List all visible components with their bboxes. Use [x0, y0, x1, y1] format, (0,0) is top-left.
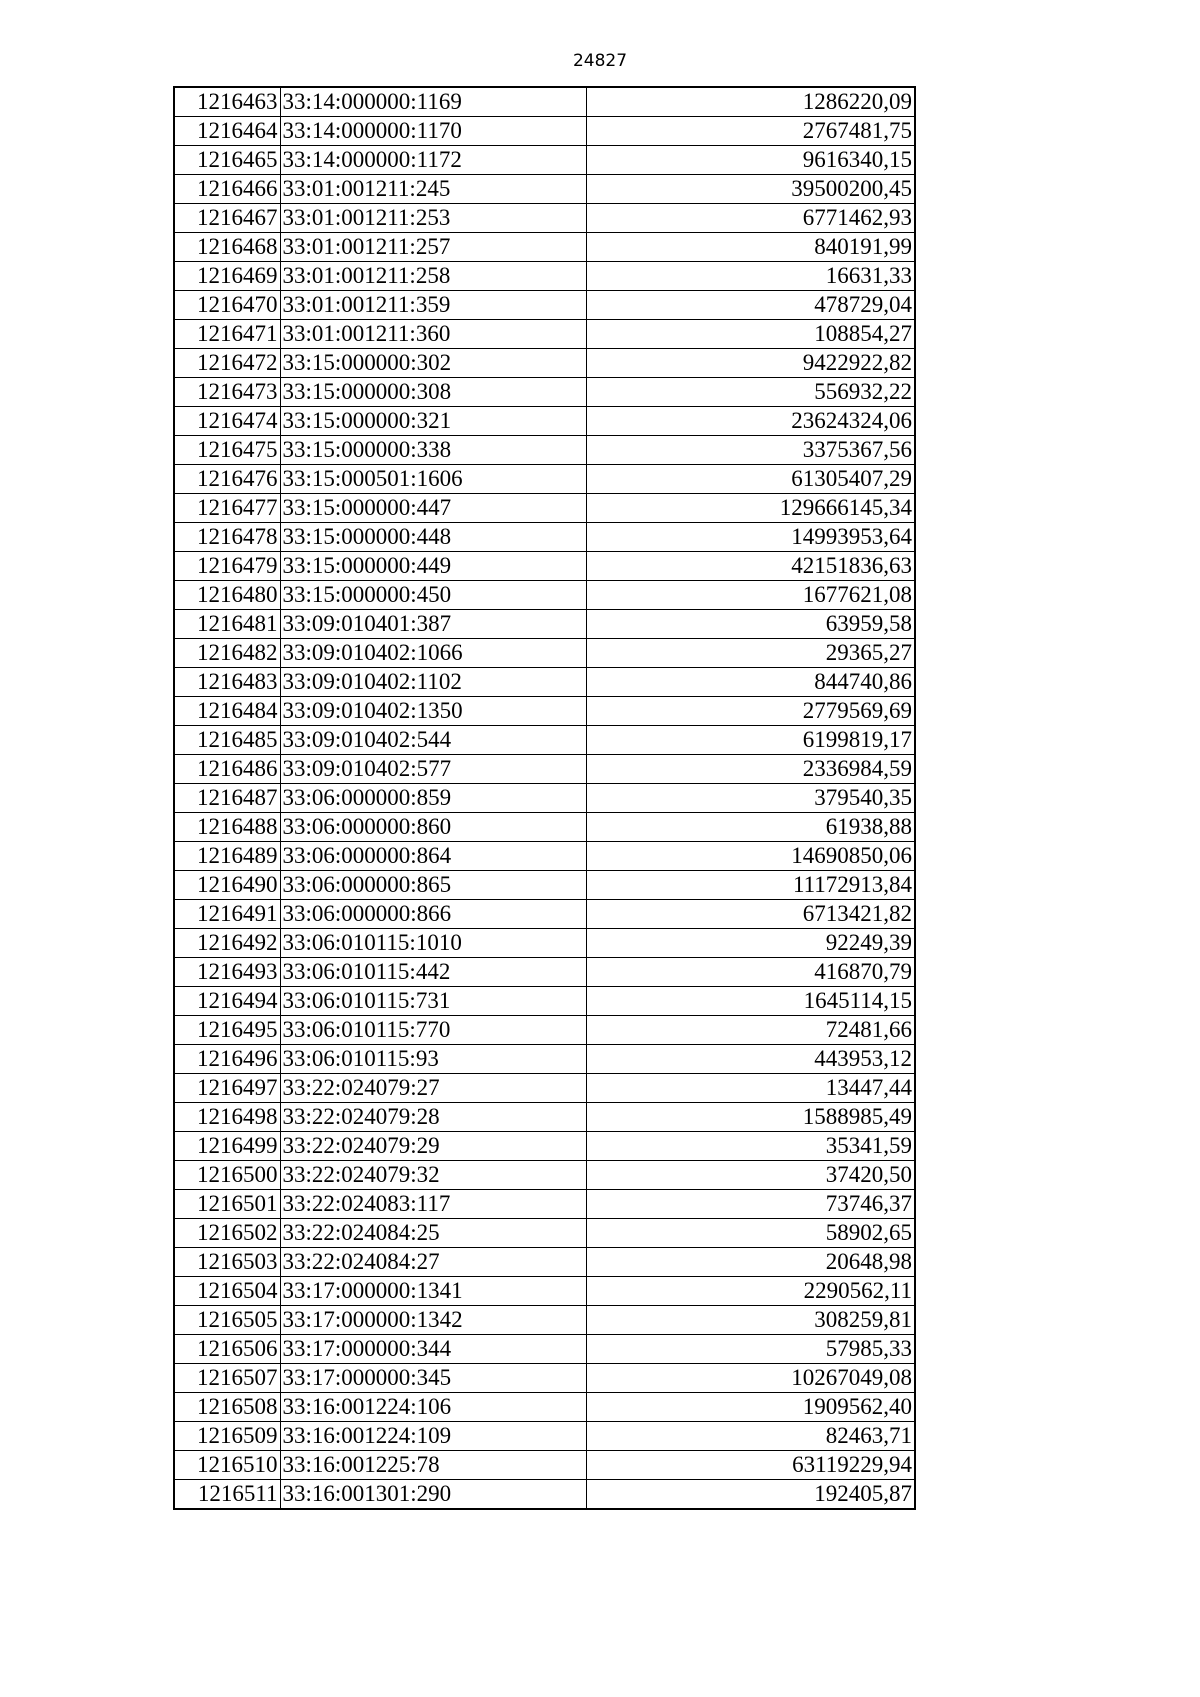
table-row — [174, 842, 915, 871]
table-row — [174, 175, 915, 204]
cadastral-value-cell: 11172913,84 — [586, 871, 915, 900]
cadastral-value-cell: 63119229,94 — [586, 1451, 915, 1480]
record-number-cell: 1216479 — [174, 552, 280, 581]
cadastral-number-cell: 33:17:000000:344 — [280, 1335, 586, 1364]
cadastral-number-cell: 33:14:000000:1169 — [280, 87, 586, 117]
cadastral-number-cell: 33:14:000000:1170 — [280, 117, 586, 146]
table-row — [174, 494, 915, 523]
cadastral-value-cell: 42151836,63 — [586, 552, 915, 581]
cadastral-number-cell: 33:09:010402:1066 — [280, 639, 586, 668]
record-number-cell: 1216470 — [174, 291, 280, 320]
record-number-cell: 1216463 — [174, 87, 280, 117]
cadastral-number-cell: 33:15:000000:302 — [280, 349, 586, 378]
cadastral-number-cell: 33:01:001211:359 — [280, 291, 586, 320]
cadastral-value-cell: 61305407,29 — [586, 465, 915, 494]
record-number-cell: 1216482 — [174, 639, 280, 668]
cadastral-number-cell: 33:14:000000:1172 — [280, 146, 586, 175]
record-number-cell: 1216475 — [174, 436, 280, 465]
table-row — [174, 465, 915, 494]
table-row — [174, 117, 915, 146]
table-row — [174, 1190, 915, 1219]
record-number-cell: 1216469 — [174, 262, 280, 291]
table-row — [174, 1016, 915, 1045]
table-row — [174, 987, 915, 1016]
cadastral-number-cell: 33:01:001211:245 — [280, 175, 586, 204]
table-row — [174, 668, 915, 697]
cadastral-number-cell: 33:06:000000:864 — [280, 842, 586, 871]
cadastral-value-cell: 2336984,59 — [586, 755, 915, 784]
record-number-cell: 1216506 — [174, 1335, 280, 1364]
record-number-cell: 1216495 — [174, 1016, 280, 1045]
record-number-cell: 1216511 — [174, 1480, 280, 1510]
record-number-cell: 1216468 — [174, 233, 280, 262]
record-number-cell: 1216481 — [174, 610, 280, 639]
cadastral-value-cell: 1677621,08 — [586, 581, 915, 610]
cadastral-value-cell: 23624324,06 — [586, 407, 915, 436]
record-number-cell: 1216499 — [174, 1132, 280, 1161]
cadastral-value-cell: 1286220,09 — [586, 87, 915, 117]
cadastral-number-cell: 33:15:000000:338 — [280, 436, 586, 465]
record-number-cell: 1216488 — [174, 813, 280, 842]
cadastral-value-cell: 308259,81 — [586, 1306, 915, 1335]
table-row — [174, 523, 915, 552]
cadastral-value-cell: 16631,33 — [586, 262, 915, 291]
record-number-cell: 1216478 — [174, 523, 280, 552]
table-row — [174, 1306, 915, 1335]
cadastral-value-cell: 13447,44 — [586, 1074, 915, 1103]
table-row — [174, 552, 915, 581]
cadastral-value-cell: 379540,35 — [586, 784, 915, 813]
record-number-cell: 1216471 — [174, 320, 280, 349]
cadastral-number-cell: 33:06:000000:865 — [280, 871, 586, 900]
cadastral-value-cell: 844740,86 — [586, 668, 915, 697]
cadastral-value-cell: 14993953,64 — [586, 523, 915, 552]
record-number-cell: 1216465 — [174, 146, 280, 175]
cadastral-number-cell: 33:01:001211:360 — [280, 320, 586, 349]
cadastral-number-cell: 33:06:010115:442 — [280, 958, 586, 987]
cadastral-number-cell: 33:16:001225:78 — [280, 1451, 586, 1480]
cadastral-value-cell: 39500200,45 — [586, 175, 915, 204]
record-number-cell: 1216503 — [174, 1248, 280, 1277]
cadastral-number-cell: 33:22:024084:25 — [280, 1219, 586, 1248]
table-row — [174, 1132, 915, 1161]
cadastral-number-cell: 33:15:000000:447 — [280, 494, 586, 523]
cadastral-number-cell: 33:15:000000:448 — [280, 523, 586, 552]
cadastral-value-cell: 82463,71 — [586, 1422, 915, 1451]
table-row — [174, 1364, 915, 1393]
cadastral-number-cell: 33:15:000000:449 — [280, 552, 586, 581]
record-number-cell: 1216487 — [174, 784, 280, 813]
table-row — [174, 436, 915, 465]
record-number-cell: 1216485 — [174, 726, 280, 755]
table-row — [174, 1074, 915, 1103]
table-row — [174, 1480, 915, 1510]
cadastral-number-cell: 33:06:010115:93 — [280, 1045, 586, 1074]
cadastral-value-cell: 2290562,11 — [586, 1277, 915, 1306]
cadastral-number-cell: 33:01:001211:257 — [280, 233, 586, 262]
cadastral-value-cell: 2767481,75 — [586, 117, 915, 146]
table-row — [174, 1219, 915, 1248]
cadastral-value-cell: 72481,66 — [586, 1016, 915, 1045]
table-row — [174, 1277, 915, 1306]
record-number-cell: 1216496 — [174, 1045, 280, 1074]
table-row — [174, 233, 915, 262]
cadastral-number-cell: 33:06:010115:1010 — [280, 929, 586, 958]
cadastral-value-cell: 556932,22 — [586, 378, 915, 407]
cadastral-number-cell: 33:17:000000:1341 — [280, 1277, 586, 1306]
table-row — [174, 639, 915, 668]
cadastral-value-cell: 37420,50 — [586, 1161, 915, 1190]
record-number-cell: 1216484 — [174, 697, 280, 726]
record-number-cell: 1216474 — [174, 407, 280, 436]
table-row — [174, 204, 915, 233]
cadastral-value-cell: 35341,59 — [586, 1132, 915, 1161]
cadastral-number-cell: 33:09:010402:544 — [280, 726, 586, 755]
cadastral-value-cell: 20648,98 — [586, 1248, 915, 1277]
table-row — [174, 349, 915, 378]
cadastral-number-cell: 33:16:001301:290 — [280, 1480, 586, 1510]
cadastral-value-cell: 58902,65 — [586, 1219, 915, 1248]
cadastral-value-cell: 6771462,93 — [586, 204, 915, 233]
cadastral-value-cell: 443953,12 — [586, 1045, 915, 1074]
record-number-cell: 1216491 — [174, 900, 280, 929]
table-row — [174, 871, 915, 900]
record-number-cell: 1216493 — [174, 958, 280, 987]
cadastral-value-cell: 129666145,34 — [586, 494, 915, 523]
record-number-cell: 1216473 — [174, 378, 280, 407]
table-row — [174, 784, 915, 813]
record-number-cell: 1216497 — [174, 1074, 280, 1103]
record-number-cell: 1216498 — [174, 1103, 280, 1132]
cadastral-number-cell: 33:06:000000:859 — [280, 784, 586, 813]
cadastral-number-cell: 33:15:000000:321 — [280, 407, 586, 436]
cadastral-number-cell: 33:15:000501:1606 — [280, 465, 586, 494]
table-row — [174, 378, 915, 407]
record-number-cell: 1216486 — [174, 755, 280, 784]
table-row — [174, 407, 915, 436]
cadastral-number-cell: 33:22:024079:28 — [280, 1103, 586, 1132]
table-row — [174, 610, 915, 639]
record-number-cell: 1216467 — [174, 204, 280, 233]
record-number-cell: 1216505 — [174, 1306, 280, 1335]
table-row — [174, 697, 915, 726]
table-row — [174, 726, 915, 755]
record-number-cell: 1216510 — [174, 1451, 280, 1480]
cadastral-value-cell: 92249,39 — [586, 929, 915, 958]
cadastral-number-cell: 33:17:000000:1342 — [280, 1306, 586, 1335]
record-number-cell: 1216483 — [174, 668, 280, 697]
table-body — [174, 87, 915, 1509]
cadastral-number-cell: 33:17:000000:345 — [280, 1364, 586, 1393]
cadastral-number-cell: 33:09:010401:387 — [280, 610, 586, 639]
record-number-cell: 1216504 — [174, 1277, 280, 1306]
cadastral-value-cell: 192405,87 — [586, 1480, 915, 1510]
cadastral-number-cell: 33:15:000000:450 — [280, 581, 586, 610]
record-number-cell: 1216502 — [174, 1219, 280, 1248]
cadastral-value-cell: 3375367,56 — [586, 436, 915, 465]
cadastral-number-cell: 33:09:010402:1350 — [280, 697, 586, 726]
cadastral-value-cell: 9616340,15 — [586, 146, 915, 175]
table-row — [174, 929, 915, 958]
cadastral-value-cell: 73746,37 — [586, 1190, 915, 1219]
table-row — [174, 1335, 915, 1364]
cadastral-value-cell: 9422922,82 — [586, 349, 915, 378]
cadastral-value-cell: 63959,58 — [586, 610, 915, 639]
record-number-cell: 1216489 — [174, 842, 280, 871]
cadastral-value-cell: 840191,99 — [586, 233, 915, 262]
table-row — [174, 581, 915, 610]
table-row — [174, 1451, 915, 1480]
cadastral-value-cell: 108854,27 — [586, 320, 915, 349]
cadastral-value-cell: 14690850,06 — [586, 842, 915, 871]
cadastral-value-cell: 61938,88 — [586, 813, 915, 842]
table-row — [174, 813, 915, 842]
record-number-cell: 1216492 — [174, 929, 280, 958]
cadastral-value-cell: 1645114,15 — [586, 987, 915, 1016]
cadastral-number-cell: 33:16:001224:109 — [280, 1422, 586, 1451]
record-number-cell: 1216500 — [174, 1161, 280, 1190]
table-row — [174, 1248, 915, 1277]
cadastral-value-cell: 2779569,69 — [586, 697, 915, 726]
page-number: 24827 — [572, 51, 628, 71]
cadastral-number-cell: 33:06:000000:866 — [280, 900, 586, 929]
cadastral-value-cell: 10267049,08 — [586, 1364, 915, 1393]
cadastral-number-cell: 33:06:010115:731 — [280, 987, 586, 1016]
table-row — [174, 1393, 915, 1422]
cadastral-number-cell: 33:09:010402:1102 — [280, 668, 586, 697]
cadastral-number-cell: 33:22:024079:27 — [280, 1074, 586, 1103]
record-number-cell: 1216508 — [174, 1393, 280, 1422]
table-row — [174, 1161, 915, 1190]
cadastral-number-cell: 33:22:024084:27 — [280, 1248, 586, 1277]
cadastral-number-cell: 33:16:001224:106 — [280, 1393, 586, 1422]
table-row — [174, 1045, 915, 1074]
cadastral-value-cell: 6199819,17 — [586, 726, 915, 755]
cadastral-number-cell: 33:09:010402:577 — [280, 755, 586, 784]
cadastral-value-cell: 1909562,40 — [586, 1393, 915, 1422]
table-row — [174, 87, 915, 117]
table-row — [174, 320, 915, 349]
cadastral-value-table — [173, 86, 916, 1510]
record-number-cell: 1216490 — [174, 871, 280, 900]
table-row — [174, 1103, 915, 1132]
cadastral-number-cell: 33:22:024079:32 — [280, 1161, 586, 1190]
cadastral-number-cell: 33:01:001211:253 — [280, 204, 586, 233]
table-row — [174, 262, 915, 291]
record-number-cell: 1216476 — [174, 465, 280, 494]
cadastral-number-cell: 33:06:010115:770 — [280, 1016, 586, 1045]
record-number-cell: 1216480 — [174, 581, 280, 610]
cadastral-value-cell: 57985,33 — [586, 1335, 915, 1364]
cadastral-value-cell: 416870,79 — [586, 958, 915, 987]
table-row — [174, 958, 915, 987]
cadastral-value-cell: 6713421,82 — [586, 900, 915, 929]
record-number-cell: 1216494 — [174, 987, 280, 1016]
cadastral-number-cell: 33:06:000000:860 — [280, 813, 586, 842]
table-row — [174, 291, 915, 320]
record-number-cell: 1216501 — [174, 1190, 280, 1219]
table-row — [174, 755, 915, 784]
record-number-cell: 1216466 — [174, 175, 280, 204]
record-number-cell: 1216472 — [174, 349, 280, 378]
cadastral-number-cell: 33:22:024083:117 — [280, 1190, 586, 1219]
record-number-cell: 1216509 — [174, 1422, 280, 1451]
record-number-cell: 1216464 — [174, 117, 280, 146]
cadastral-value-cell: 29365,27 — [586, 639, 915, 668]
cadastral-number-cell: 33:22:024079:29 — [280, 1132, 586, 1161]
table-row — [174, 1422, 915, 1451]
table-row — [174, 146, 915, 175]
record-number-cell: 1216477 — [174, 494, 280, 523]
cadastral-number-cell: 33:01:001211:258 — [280, 262, 586, 291]
record-number-cell: 1216507 — [174, 1364, 280, 1393]
table-row — [174, 900, 915, 929]
cadastral-value-cell: 1588985,49 — [586, 1103, 915, 1132]
cadastral-number-cell: 33:15:000000:308 — [280, 378, 586, 407]
cadastral-value-cell: 478729,04 — [586, 291, 915, 320]
